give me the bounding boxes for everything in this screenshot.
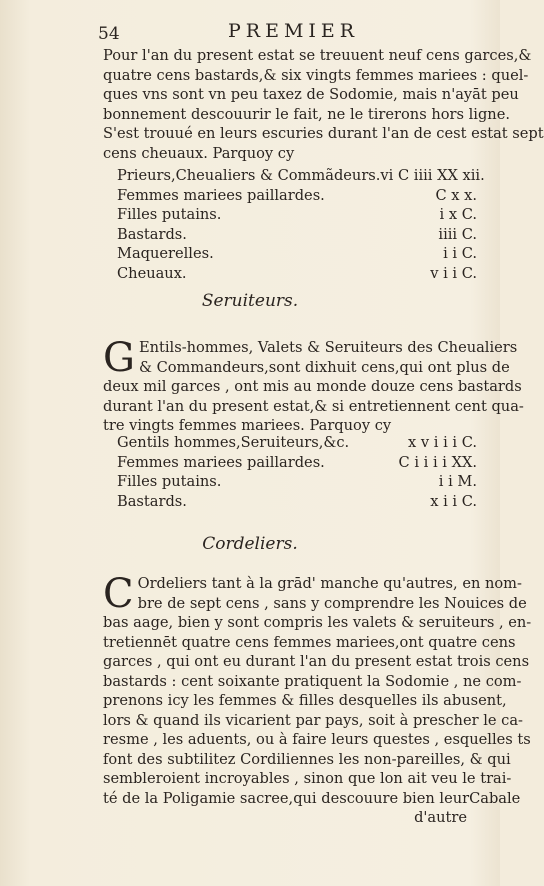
text-line: font des subtilitez Cordiliennes les non-pareilles, & qui: [103, 750, 511, 768]
text-line: tre vingts femmes mariees. Parquoy cy: [103, 417, 392, 434]
tally-label: Filles putains.: [117, 473, 222, 490]
tally-row: [103, 472, 477, 492]
text-line: Ordeliers tant à la grād' manche qu'autres, en nom-: [137, 575, 522, 592]
text-line: té de la Poligamie sacree,qui descouure bien leurCabale: [103, 789, 521, 807]
drop-cap: C: [103, 571, 134, 617]
tally-label: Filles putains.: [117, 206, 222, 223]
tally-label: Femmes mariees paillardes.: [117, 453, 325, 471]
tally-value: x v i i i C.: [408, 434, 477, 451]
text-line: bas aage, bien y sont compris les valets & seruiteurs , en-: [103, 614, 532, 631]
intro-paragraph: [103, 46, 544, 163]
text-line: bastards : cent soixante pratiquent la Sodomie , ne com-: [103, 672, 522, 690]
text-line: bre de sept cens , sans y comprendre les Nouices de: [137, 594, 527, 612]
section-title-cordeliers: Cordeliers.: [202, 534, 298, 554]
text-line: tretiennēt quatre cens femmes mariees,ont quatre cens: [103, 633, 516, 651]
section-title-seruiteurs: Seruiteurs.: [201, 291, 299, 311]
tally-value: vi C iiii XX xii.: [380, 167, 485, 184]
tally-label: Gentils hommes,Seruiteurs,&c.: [117, 434, 350, 451]
text-line: cens cheuaux. Parquoy cy: [103, 144, 295, 162]
text-line: quatre cens bastards,& six vingts femmes mariees : quel-: [103, 66, 529, 84]
text-line: Pour l'an du present estat se treuuent neuf cens garces,&: [103, 47, 532, 64]
page-number: 54: [98, 24, 120, 44]
text-line: durant l'an du present estat,& si entretiennent cent qua-: [103, 397, 524, 415]
tally-row: [103, 225, 477, 245]
tally-row: [103, 453, 477, 473]
text-line: deux mil garces , ont mis au monde douze cens bastards: [103, 378, 522, 395]
tally-label: Prieurs,Cheualiers & Commãdeurs.: [117, 167, 381, 184]
page-header: [98, 20, 476, 46]
tally-row: [103, 186, 477, 206]
tally-label: Maquerelles.: [117, 245, 214, 262]
text-line: lors & quand ils vicarient par pays, soit à prescher le ca-: [103, 711, 523, 729]
tally-value: i x C.: [439, 206, 477, 223]
tally-value: iiii C.: [438, 225, 477, 243]
tally-list-2: [103, 433, 477, 511]
tally-label: Bastards.: [117, 492, 187, 510]
text-line: sembleroient incroyables , sinon que lon ait veu le trai-: [103, 770, 512, 787]
tally-value: C x x.: [435, 186, 477, 204]
tally-list-1: [103, 166, 485, 283]
tally-row: [103, 264, 477, 284]
tally-row: [103, 166, 485, 186]
tally-value: i i M.: [438, 473, 477, 490]
text-line: & Commandeurs,sont dixhuit cens,qui ont plus de: [138, 358, 510, 376]
running-title: PREMIER: [228, 20, 360, 42]
text-line: Entils-hommes, Valets & Seruiteurs des Cheualiers: [138, 339, 518, 356]
tally-label: Cheuaux.: [117, 264, 187, 282]
drop-cap: G: [103, 335, 135, 381]
tally-value: x i i C.: [430, 492, 477, 510]
tally-value: C i i i i XX.: [398, 453, 477, 471]
seruiteurs-paragraph: [103, 335, 524, 436]
text-line: prenons icy les femmes & filles desquelles ils abusent,: [103, 692, 507, 709]
text-line: ques vns sont vn peu taxez de Sodomie, mais n'ayāt peu: [103, 86, 519, 103]
text-line: bonnement descouurir le fait, ne le tirerons hors ligne.: [103, 105, 510, 123]
tally-label: Femmes mariees paillardes.: [117, 186, 325, 204]
tally-row: [103, 492, 477, 512]
tally-value: i i C.: [443, 245, 477, 262]
cordeliers-paragraph: [103, 571, 532, 828]
text-line: resme , les aduents, ou à faire leurs questes , esquelles ts: [103, 731, 531, 748]
tally-value: v i i C.: [430, 264, 477, 282]
tally-row: [103, 244, 477, 264]
tally-label: Bastards.: [117, 225, 187, 243]
tally-row: [103, 433, 477, 453]
catchword: d'autre: [414, 809, 467, 826]
text-line: garces , qui ont eu durant l'an du present estat trois cens: [103, 653, 530, 670]
text-line: S'est trouué en leurs escuries durant l'an de cest estat sept: [103, 125, 544, 142]
tally-row: [103, 205, 477, 225]
